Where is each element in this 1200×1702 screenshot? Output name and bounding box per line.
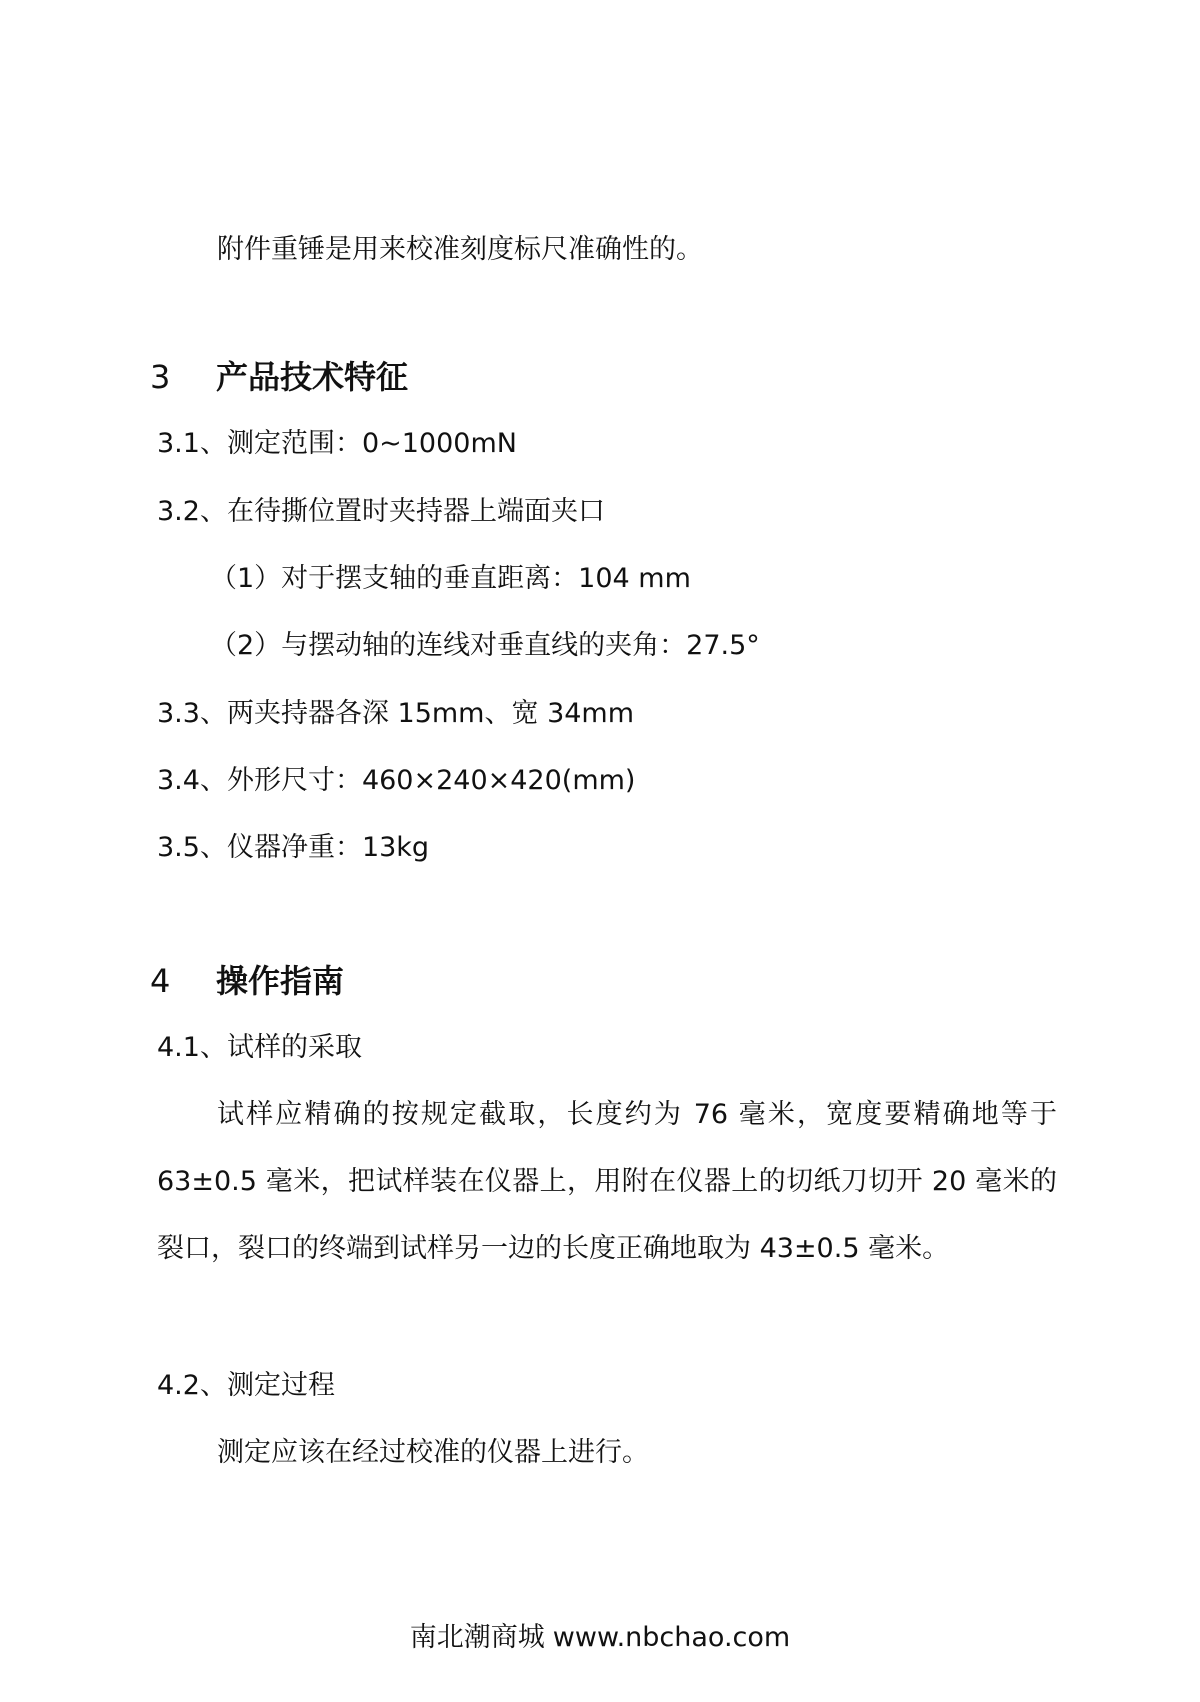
section-4-number: 4 bbox=[150, 962, 171, 1000]
spec-item-3-4: 3.4、外形尺寸：460×240×420(mm) bbox=[157, 765, 636, 796]
spec-subitem-1: （1）对于摆支轴的垂直距离：104 mm bbox=[210, 563, 691, 594]
spec-item-3-3: 3.3、两夹持器各深 15mm、宽 34mm bbox=[157, 698, 635, 729]
section-4-title: 操作指南 bbox=[216, 962, 345, 1000]
subsection-4-2-body: 测定应该在经过校准的仪器上进行。 bbox=[217, 1437, 649, 1468]
subsection-4-1-title: 4.1、试样的采取 bbox=[157, 1032, 362, 1063]
footer bbox=[0, 1620, 1200, 1656]
intro-text: 附件重锤是用来校准刻度标尺准确性的。 bbox=[217, 234, 703, 265]
section-3-heading bbox=[150, 357, 650, 397]
subsection-4-2-title: 4.2、测定过程 bbox=[157, 1370, 335, 1401]
spec-item-3-2: 3.2、在待撕位置时夹持器上端面夹口 bbox=[157, 496, 605, 527]
spec-item-3-5: 3.5、仪器净重：13kg bbox=[157, 832, 430, 863]
footer-brand: 南北潮商城 bbox=[409, 1622, 545, 1653]
subsection-4-1-body: 试样应精确的按规定截取，长度约为 76 毫米，宽度要精确地等于 63±0.5 毫米，把试样装在仪器上，用附在仪器上的切纸刀切开 20 毫米的裂口，裂口的终端到试样另一边的长度正确地取为 43±0.5 毫米。 bbox=[157, 1099, 1057, 1264]
section-4-heading bbox=[150, 961, 650, 1001]
spec-item-3-1: 3.1、测定范围：0~1000mN bbox=[157, 428, 517, 459]
footer-url: www.nbchao.com bbox=[552, 1622, 791, 1653]
spec-subitem-2: （2）与摆动轴的连线对垂直线的夹角：27.5° bbox=[210, 630, 760, 661]
section-3-number: 3 bbox=[150, 358, 171, 396]
section-3-title: 产品技术特征 bbox=[216, 358, 409, 396]
